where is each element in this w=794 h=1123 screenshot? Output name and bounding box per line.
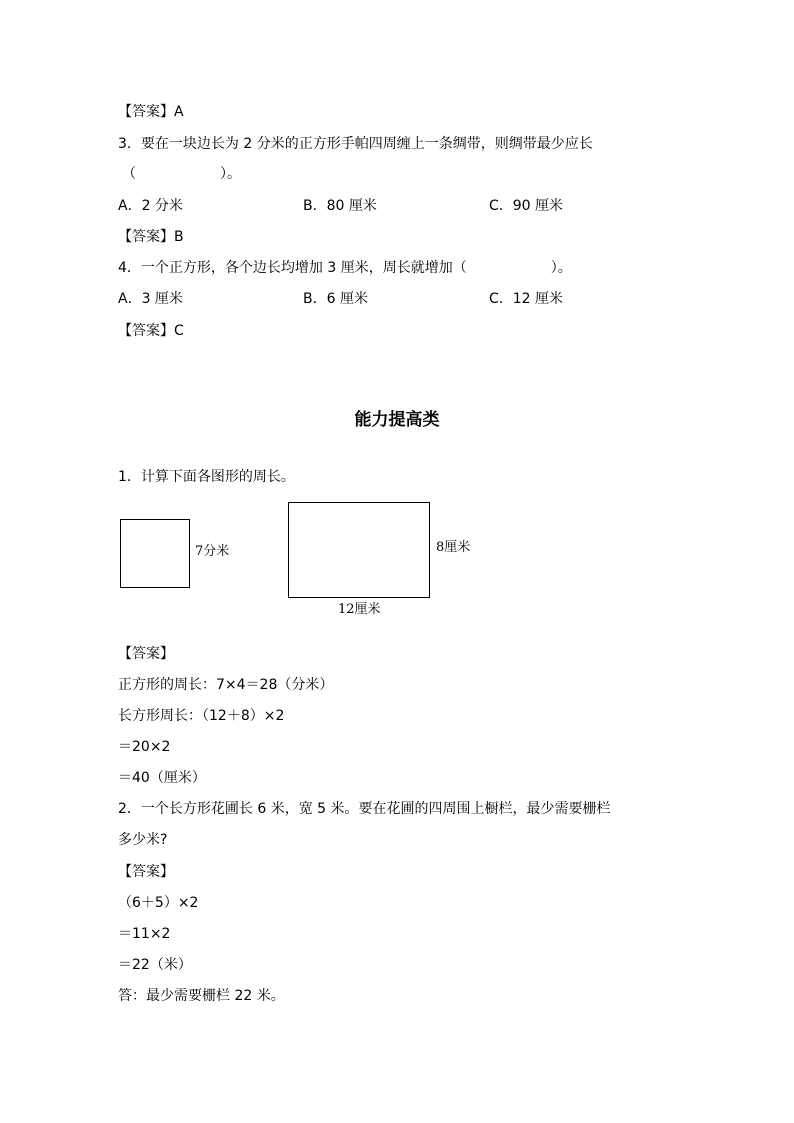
answer-3: 【答案】B — [118, 229, 184, 245]
question-3-line-1: 3．要在一块边长为 2 分米的正方形手帕四周缠上一条绸带，则绸带最少应长 — [118, 136, 593, 152]
rectangle-width-label: 8厘米 — [436, 540, 471, 555]
problem-2-answer-line-2: ＝11×2 — [118, 926, 171, 942]
problem-1-answer-label: 【答案】 — [118, 646, 174, 662]
problem-1-answer-line-4: ＝40（厘米） — [118, 770, 206, 786]
problem-2-answer-label: 【答案】 — [118, 864, 174, 880]
problem-1-answer-line-2: 长方形周长：（12＋8）×2 — [118, 708, 285, 724]
problem-2-answer-line-4: 答：最少需要栅栏 22 米。 — [118, 988, 285, 1004]
problem-2-line-1: 2．一个长方形花圃长 6 米，宽 5 米。要在花圃的四周围上橱栏，最少需要栅栏 — [118, 801, 611, 817]
problem-2-line-2: 多少米? — [118, 832, 168, 848]
question-3-option-b: B．80 厘米 — [303, 198, 377, 214]
problem-1-question: 1．计算下面各图形的周长。 — [118, 469, 295, 485]
question-3-option-a: A．2 分米 — [118, 198, 183, 214]
rectangle-figure — [288, 502, 430, 598]
answer-4: 【答案】C — [118, 323, 184, 339]
question-3-line-2: （ ）。 — [122, 166, 241, 182]
problem-1-answer-line-1: 正方形的周长：7×4＝28（分米） — [118, 677, 334, 693]
question-4-option-b: B．6 厘米 — [303, 291, 368, 307]
answer-previous: 【答案】A — [118, 104, 184, 120]
section-title: 能力提高类 — [354, 410, 440, 430]
question-4-line-1: 4．一个正方形，各个边长均增加 3 厘米，周长就增加（ ）。 — [118, 260, 572, 276]
square-side-label: 7分米 — [195, 544, 230, 559]
question-3-option-c: C．90 厘米 — [489, 198, 564, 214]
problem-1-answer-line-3: ＝20×2 — [118, 739, 171, 755]
question-4-option-c: C．12 厘米 — [489, 291, 564, 307]
square-figure — [120, 519, 190, 588]
question-4-option-a: A．3 厘米 — [118, 291, 183, 307]
problem-2-answer-line-3: ＝22（米） — [118, 957, 192, 973]
rectangle-length-label: 12厘米 — [338, 602, 381, 617]
problem-2-answer-line-1: （6＋5）×2 — [118, 895, 199, 911]
